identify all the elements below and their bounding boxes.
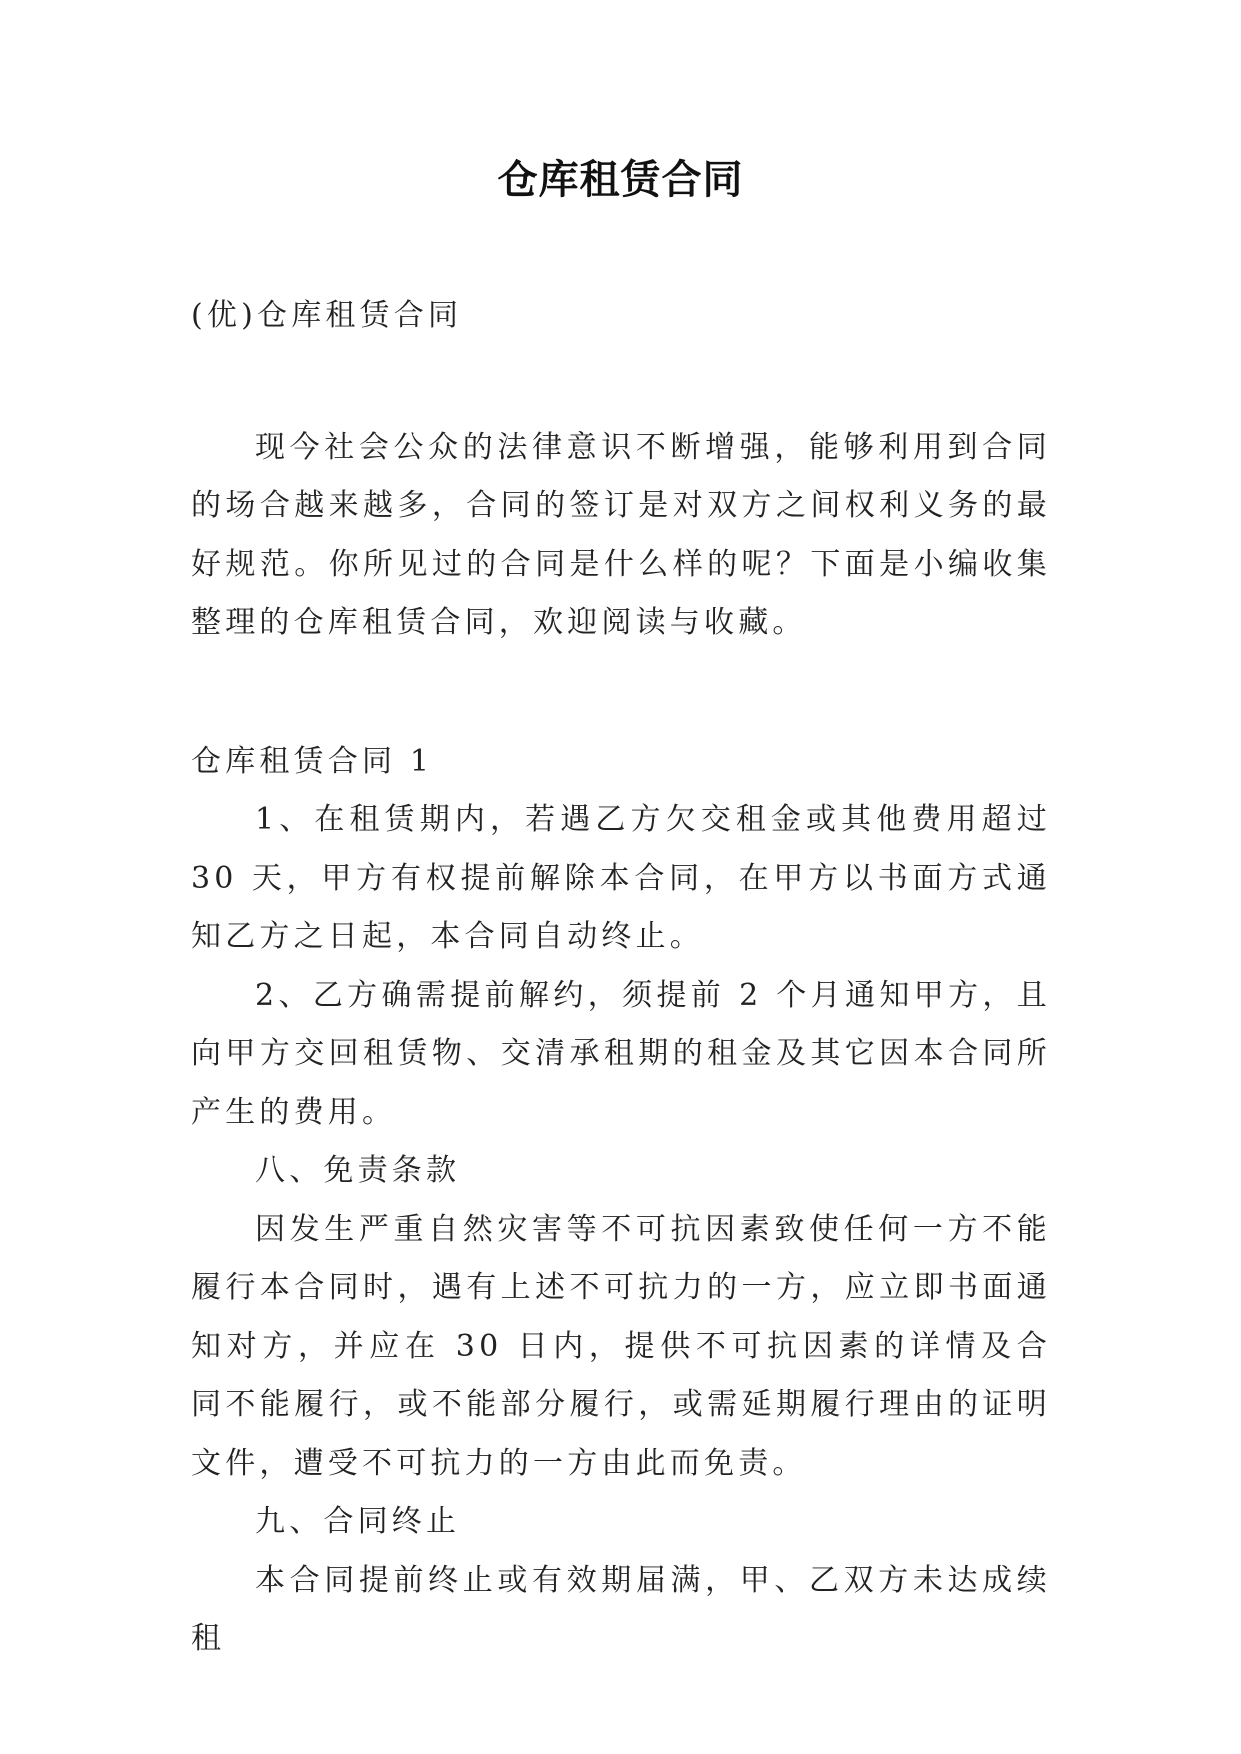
section-heading-termination: 九、合同终止: [255, 1504, 461, 1539]
document-body: [191, 287, 1051, 1669]
exemption-paragraph: 因发生严重自然灾害等不可抗因素致使任何一方不能履行本合同时，遇有上述不可抗力的一方，应立即书面通知对方，并应在 30 日内，提供不可抗因素的详情及合同不能履行，或不能部分履行，或需延期履行理由的证明文件，遭受不可抗力的一方由此而免责。: [191, 1211, 1051, 1481]
clause-2-paragraph: 2、乙方确需提前解约，须提前 2 个月通知甲方，且向甲方交回租赁物、交清承租期的租金及其它因本合同所产生的费用。: [191, 977, 1051, 1130]
contract-heading: 仓库租赁合同 1: [191, 743, 434, 779]
document-title: 仓库租赁合同: [497, 156, 744, 203]
section-heading-exemption: 八、免责条款: [255, 1153, 461, 1188]
intro-paragraph: 现今社会公众的法律意识不断增强，能够利用到合同的场合越来越多，合同的签订是对双方之间权利义务的最好规范。你所见过的合同是什么样的呢？下面是小编收集整理的仓库租赁合同，欢迎阅读与收藏。: [191, 429, 1051, 640]
clause-1-paragraph: 1、在租赁期内，若遇乙方欠交租金或其他费用超过 30 天，甲方有权提前解除本合同，在甲方以书面方式通知乙方之日起，本合同自动终止。: [191, 802, 1051, 954]
document-subtitle: (优)仓库租赁合同: [191, 298, 463, 333]
termination-paragraph: 本合同提前终止或有效期届满，甲、乙双方未达成续租: [191, 1562, 1051, 1656]
